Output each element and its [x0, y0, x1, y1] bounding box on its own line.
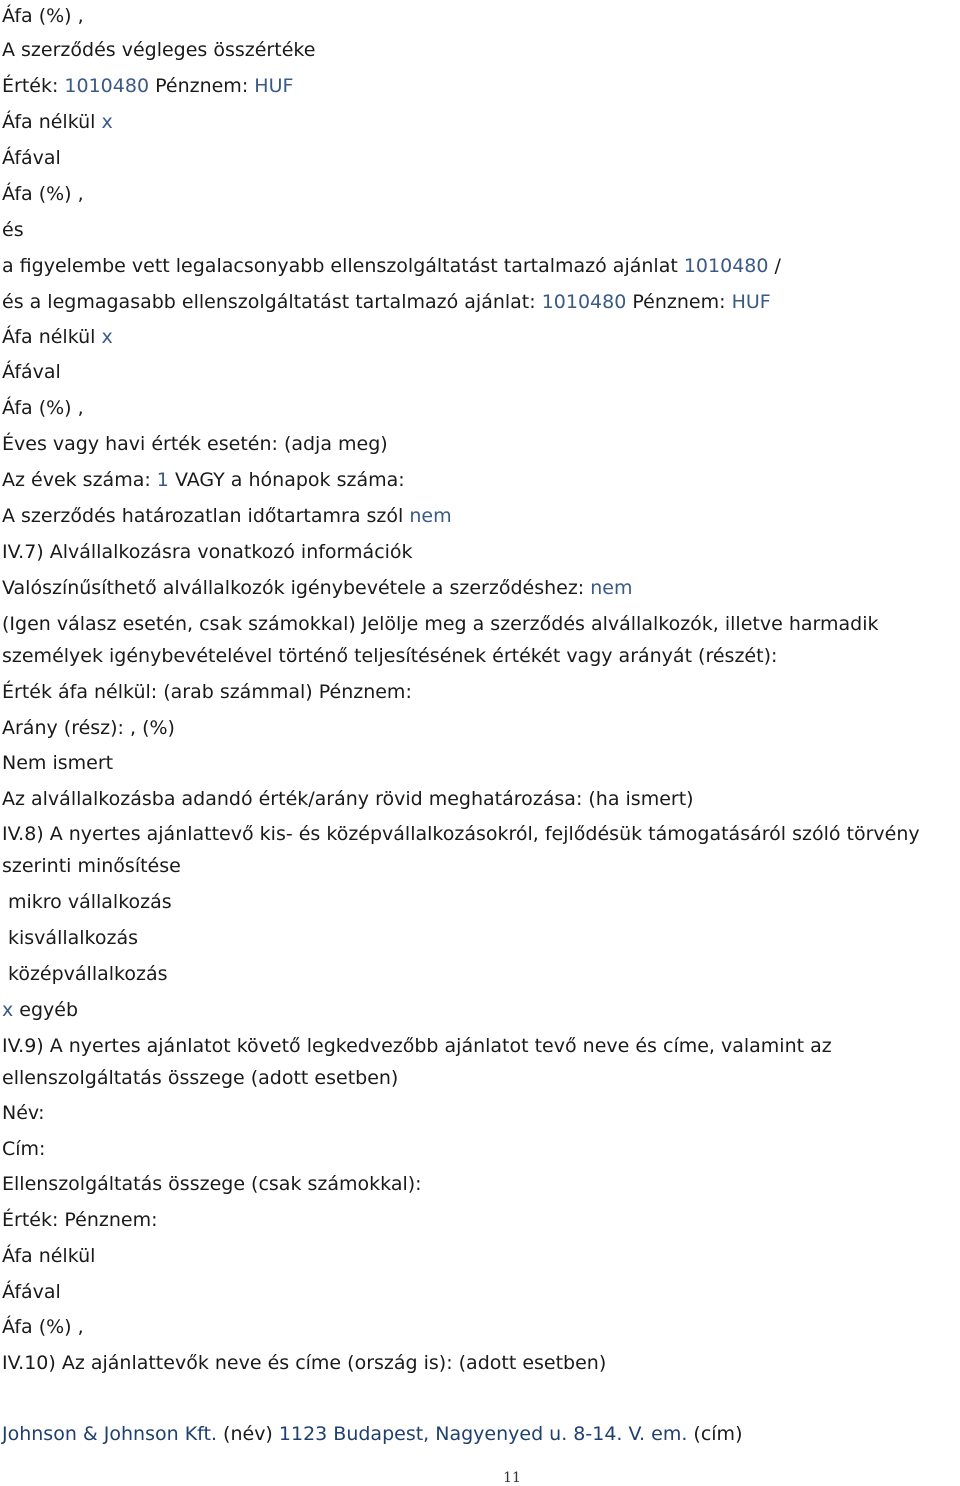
text: Áfával	[2, 361, 61, 383]
line-subcontractors	[2, 576, 633, 600]
text: Cím:	[2, 1138, 46, 1160]
label: VAGY a hónapok száma:	[174, 469, 405, 491]
text: Áfa (%) ,	[2, 183, 84, 205]
text: mikro vállalkozás	[8, 891, 172, 913]
line-afa-percent-2	[2, 182, 84, 206]
option-egyeb	[2, 998, 78, 1022]
text: IV.9) A nyertes ajánlatot követő legkedvezőbb ajánlatot tevő neve és címe, valamint az	[2, 1035, 832, 1057]
section-iv9-heading	[2, 1034, 832, 1058]
line-szerinti-minosites	[2, 854, 181, 878]
line-nem-ismert	[2, 751, 113, 775]
page-number: 11	[503, 1470, 521, 1486]
text: középvállalkozás	[8, 963, 168, 985]
label: Érték:	[2, 75, 59, 97]
line-final-total-heading	[2, 38, 315, 62]
text: Áfa nélkül	[2, 1245, 96, 1267]
option-mikro	[8, 890, 172, 914]
line-ellenszolgaltatas-osszege	[2, 1066, 398, 1090]
line-alvallalkozas-meghatarozas	[2, 787, 694, 811]
text: IV.10) Az ajánlattevők neve és címe (ország is): (adott esetben)	[2, 1352, 607, 1374]
option-kozep	[8, 962, 168, 986]
line-afaval-1	[2, 146, 61, 170]
label: Áfa nélkül	[2, 326, 96, 348]
section-iv7-heading	[2, 540, 413, 564]
value: HUF	[254, 75, 294, 97]
text: ellenszolgáltatás összege (adott esetben)	[2, 1067, 399, 1089]
text: Az alvállalkozásba adandó érték/arány rövid meghatározása: (ha ismert)	[2, 788, 694, 810]
text: Nem ismert	[2, 752, 114, 774]
value: nem	[409, 505, 452, 527]
line-afa-percent-1	[2, 4, 84, 28]
label: (cím)	[693, 1423, 743, 1445]
line-indefinite	[2, 504, 452, 528]
text: IV.7) Alvállalkozásra vonatkozó információk	[2, 541, 413, 563]
line-years	[2, 468, 405, 492]
line-afa-percent-4	[2, 1315, 84, 1339]
text: szerinti minősítése	[2, 855, 181, 877]
line-value-1	[2, 74, 293, 98]
value: x	[101, 111, 113, 133]
line-nev	[2, 1101, 45, 1125]
text: Arány (rész): , (%)	[2, 717, 175, 739]
label: Áfa nélkül	[2, 111, 96, 133]
label: Pénznem:	[155, 75, 249, 97]
text: IV.8) A nyertes ajánlattevő kis- és középvállalkozásokról, fejlődésük támogatásáról szóló törvény	[2, 823, 920, 845]
line-afa-nelkul-1	[2, 110, 113, 134]
line-bidder	[2, 1422, 742, 1446]
line-cim	[2, 1137, 45, 1161]
label: Pénznem:	[632, 291, 726, 313]
line-arany	[2, 716, 175, 740]
text: Ellenszolgáltatás összege (csak számokkal):	[2, 1173, 422, 1195]
value: nem	[590, 577, 633, 599]
label: A szerződés határozatlan időtartamra szól	[2, 505, 404, 527]
line-szemelyek	[2, 644, 777, 668]
value: HUF	[731, 291, 771, 313]
text: Áfával	[2, 147, 61, 169]
line-highest-offer	[2, 290, 771, 314]
text: Áfával	[2, 1281, 61, 1303]
line-csak-szamokkal	[2, 1172, 422, 1196]
text: Név:	[2, 1102, 45, 1124]
line-afa-nelkul-2	[2, 325, 113, 349]
label: a figyelembe vett legalacsonyabb ellenszolgáltatást tartalmazó ajánlat	[2, 255, 678, 277]
text: Éves vagy havi érték esetén: (adja meg)	[2, 433, 388, 455]
text: és	[2, 219, 24, 241]
section-iv10-heading	[2, 1351, 606, 1375]
text: Érték áfa nélkül: (arab számmal) Pénznem:	[2, 681, 412, 703]
bidder-address: 1123 Budapest, Nagyenyed u. 8-14. V. em.	[278, 1423, 688, 1445]
line-ertek-afa-nelkul	[2, 680, 412, 704]
label: (név)	[223, 1423, 273, 1445]
line-afa-nelkul-3	[2, 1244, 95, 1268]
text: A szerződés végleges összértéke	[2, 39, 316, 61]
label: Az évek száma:	[2, 469, 151, 491]
line-afa-percent-3	[2, 396, 84, 420]
text: kisvállalkozás	[8, 927, 139, 949]
label: és a legmagasabb ellenszolgáltatást tartalmazó ajánlat:	[2, 291, 536, 313]
line-annual-monthly	[2, 432, 388, 456]
value: x	[101, 326, 113, 348]
line-ertek-penznem	[2, 1208, 158, 1232]
text: Áfa (%) ,	[2, 397, 84, 419]
line-es	[2, 218, 24, 242]
value: 1010480	[64, 75, 150, 97]
value: 1010480	[541, 291, 627, 313]
line-afaval-3	[2, 1280, 61, 1304]
label: egyéb	[19, 999, 79, 1021]
value: 1010480	[683, 255, 769, 277]
option-kis	[8, 926, 138, 950]
text: személyek igénybevételével történő teljesítésének értékét vagy arányát (részét):	[2, 645, 778, 667]
line-igen-valasz	[2, 612, 878, 636]
value: 1	[156, 469, 169, 491]
text: (Igen válasz esetén, csak számokkal) Jelölje meg a szerződés alvállalkozók, illetve harmadik	[2, 613, 879, 635]
text: Áfa (%) ,	[2, 1316, 84, 1338]
check-mark: x	[2, 999, 14, 1021]
line-lowest-offer	[2, 254, 781, 278]
line-afaval-2	[2, 360, 61, 384]
bidder-name: Johnson & Johnson Kft.	[2, 1423, 217, 1445]
section-iv8-heading	[2, 822, 920, 846]
label: Valószínűsíthető alvállalkozók igénybevétele a szerződéshez:	[2, 577, 585, 599]
label: /	[774, 255, 781, 277]
text: Áfa (%) ,	[2, 5, 84, 27]
text: Érték: Pénznem:	[2, 1209, 158, 1231]
